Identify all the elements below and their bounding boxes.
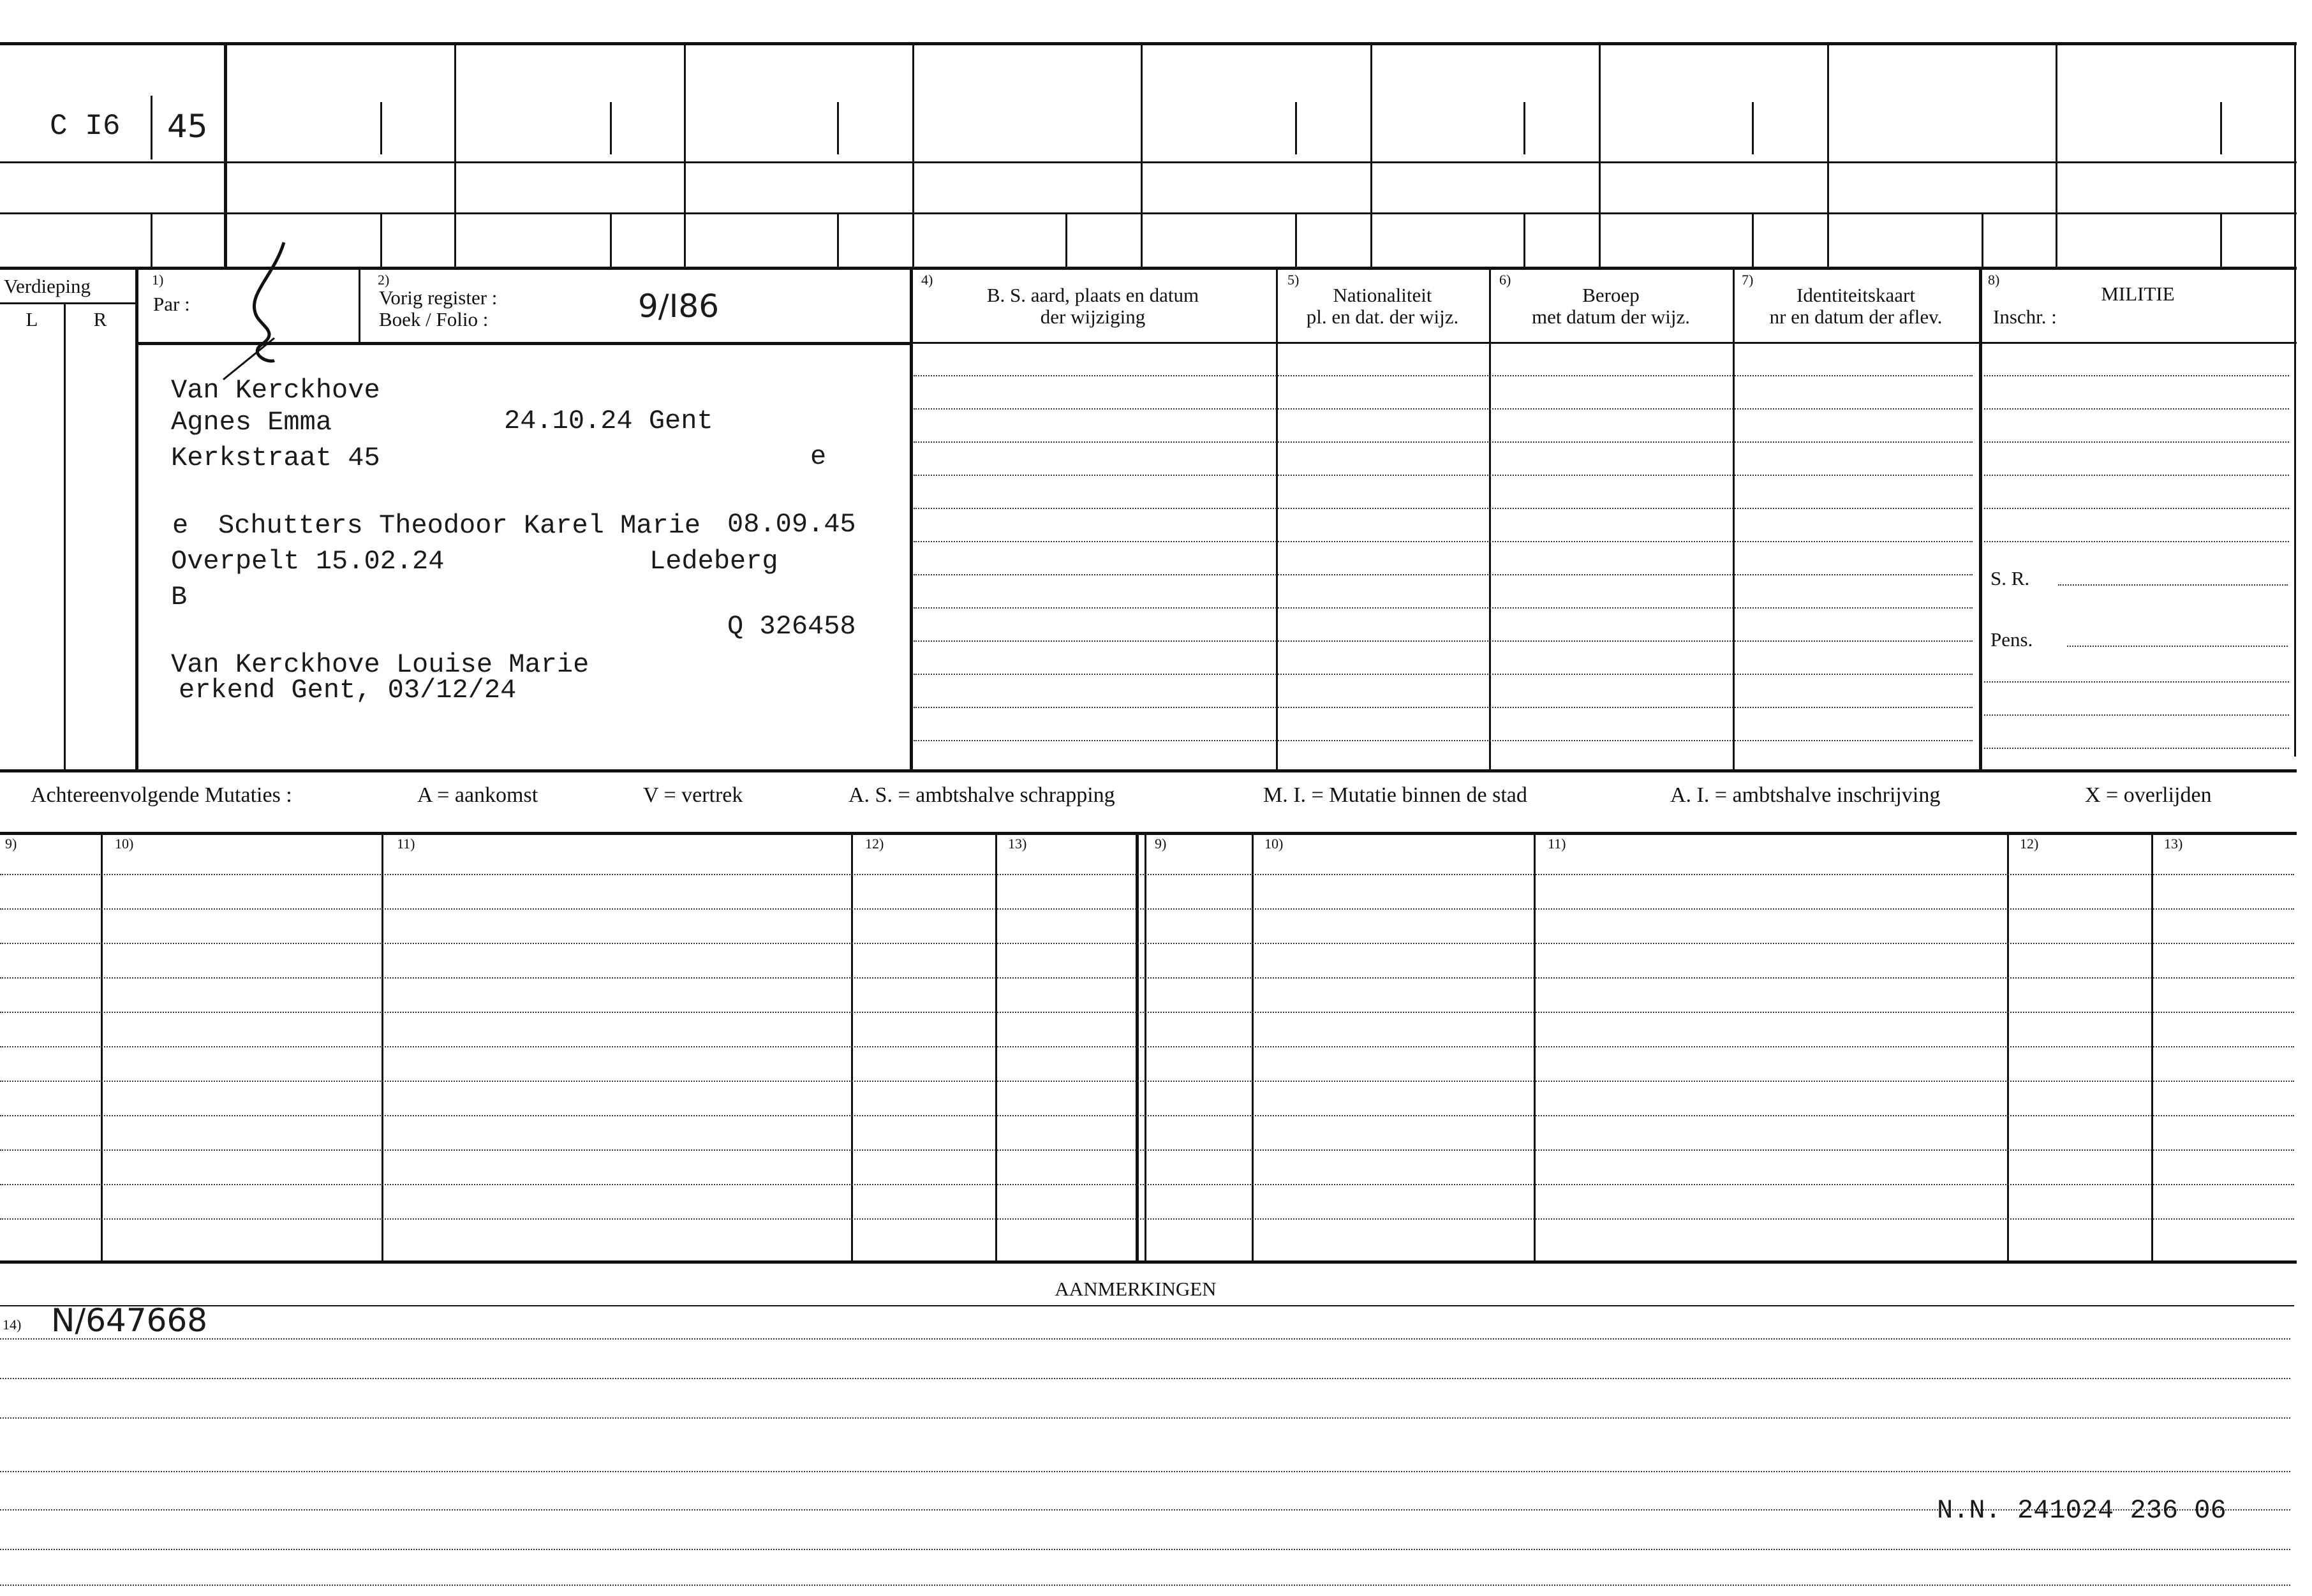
- sr-label: S. R.: [1990, 567, 2030, 589]
- person-mark-e: e: [810, 441, 827, 472]
- legend-ambtshalve-inschrijving: A. I. = ambtshalve inschrijving: [1670, 783, 1941, 807]
- legend-overlijden: X = overlijden: [2085, 783, 2212, 807]
- mut-col-12-right: 12): [2020, 836, 2039, 852]
- legend-mutatie-binnen-stad: M. I. = Mutatie binnen de stad: [1263, 783, 1527, 807]
- field-number-7: 7): [1742, 272, 1754, 288]
- person-surname: Van Kerckhove: [171, 375, 380, 406]
- national-number: N.N. 241024 236 06: [1937, 1495, 2227, 1526]
- remarks-nn-handwritten: N/647668: [51, 1302, 208, 1339]
- bs-header-line1: B. S. aard, plaats en datum: [986, 284, 1199, 306]
- mut-col-10-left: 10): [115, 836, 134, 852]
- field-number-6: 6): [1499, 272, 1511, 288]
- card-number: Q 326458: [727, 611, 856, 642]
- identiteitskaart-header-line1: Identiteitskaart: [1797, 284, 1915, 306]
- field-number-5: 5): [1287, 272, 1300, 288]
- nationality-code: B: [171, 582, 188, 612]
- mut-col-9-right: 9): [1155, 836, 1167, 852]
- legend-ambtshalve-schrapping: A. S. = ambtshalve schrapping: [848, 783, 1115, 807]
- mut-col-11-right: 11): [1548, 836, 1566, 852]
- marriage-date: 08.09.45: [727, 509, 856, 540]
- spouse-birth: Overpelt 15.02.24: [171, 546, 445, 577]
- legend-aankomst: A = aankomst: [417, 783, 538, 807]
- militie-header: MILITIE: [2101, 283, 2175, 305]
- beroep-header-line1: Beroep: [1582, 284, 1640, 306]
- boek-folio-label: Boek / Folio :: [379, 308, 489, 330]
- child-recognition: erkend Gent, 03/12/24: [179, 675, 517, 706]
- nationaliteit-header-line2: pl. en dat. der wijz.: [1306, 306, 1459, 328]
- mut-col-13-left: 13): [1008, 836, 1027, 852]
- person-first-names: Agnes Emma: [171, 407, 332, 438]
- spouse-name: Schutters Theodoor Karel Marie: [218, 510, 701, 541]
- mutations-title: Achtereenvolgende Mutaties :: [31, 783, 292, 807]
- par-label: Par :: [153, 293, 190, 315]
- field-number-8: 8): [1988, 272, 2000, 288]
- inschr-label: Inschr. :: [1993, 306, 2057, 328]
- mut-col-13-right: 13): [2164, 836, 2183, 852]
- top-number: 45: [167, 108, 208, 145]
- mut-col-9-left: 9): [5, 836, 17, 852]
- floor-r-label: R: [93, 308, 107, 330]
- aanmerkingen-title: AANMERKINGEN: [1055, 1278, 1217, 1300]
- person-birth: 24.10.24 Gent: [504, 406, 713, 436]
- mut-col-11-left: 11): [397, 836, 415, 852]
- person-address: Kerkstraat 45: [171, 443, 380, 473]
- marriage-place: Ledeberg: [649, 546, 778, 577]
- field-number-14: 14): [3, 1317, 22, 1333]
- mut-col-12-left: 12): [865, 836, 884, 852]
- field-number-4: 4): [921, 272, 933, 288]
- bs-header-line2: der wijziging: [1040, 306, 1146, 328]
- child-name: Van Kerckhove Louise Marie: [171, 649, 589, 680]
- identiteitskaart-header-line2: nr en datum der aflev.: [1769, 306, 1943, 328]
- beroep-header-line2: met datum der wijz.: [1532, 306, 1690, 328]
- legend-vertrek: V = vertrek: [643, 783, 743, 807]
- pens-label: Pens.: [1990, 628, 2033, 651]
- boek-folio-value: 9/I86: [638, 288, 720, 325]
- nationaliteit-header-line1: Nationaliteit: [1333, 284, 1432, 306]
- mut-col-10-right: 10): [1264, 836, 1284, 852]
- field-number-2: 2): [378, 272, 390, 288]
- sr-dotted-line: [2058, 584, 2288, 586]
- top-code: C I6: [50, 110, 121, 143]
- pens-dotted-line: [2067, 646, 2288, 647]
- verdieping-label: Verdieping: [4, 275, 91, 297]
- vorig-register-label: Vorig register :: [379, 286, 498, 309]
- field-number-1: 1): [152, 272, 164, 288]
- marriage-prefix: e: [172, 510, 189, 541]
- aanmerkingen-rule: [0, 1305, 2294, 1306]
- floor-l-label: L: [26, 308, 38, 330]
